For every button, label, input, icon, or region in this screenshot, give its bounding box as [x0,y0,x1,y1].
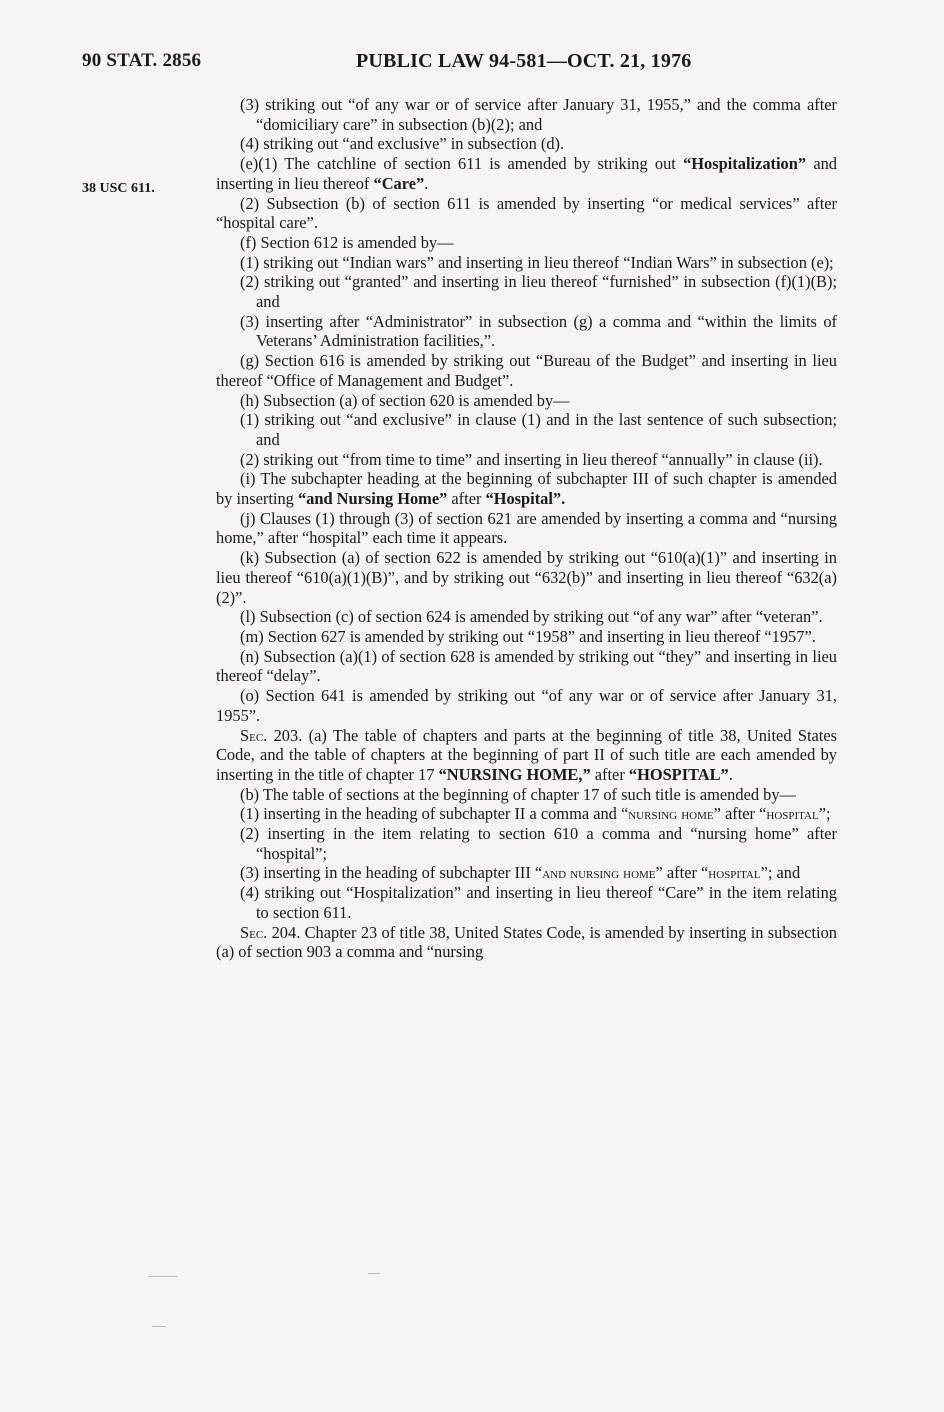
paragraph-p12: (2) striking out “from time to time” and inserting in lieu thereof “annually” in clause (ii). [240,449,823,469]
statute-page-number: 90 STAT. 2856 [82,50,202,71]
paragraph-p10: (h) Subsection (a) of section 620 is amended by— [240,390,570,410]
scan-mark [148,1276,178,1277]
paragraph-p7: (2) striking out “granted” and inserting in lieu thereof “furnished” in subsection (f)(1)(B); and [240,272,837,312]
paragraph-p3: (e)(1) The catchline of section 611 is amended by striking out “Hospitalization” and inserting in lieu thereof “Care”. [216,154,837,193]
page-header [0,50,944,80]
paragraph-p14: (j) Clauses (1) through (3) of section 621 are amended by inserting a comma and “nursing home,” after “hospital” each time it appears. [216,508,837,548]
paragraph-p21: (b) The table of sections at the beginning of chapter 17 of such title is amended by— [240,784,796,804]
paragraph-p11: (1) striking out “and exclusive” in clause (1) and in the last sentence of such subsection; and [240,410,837,449]
paragraph-p6: (1) striking out “Indian wars” and inserting in lieu thereof “Indian Wars” in subsection (e); [240,252,834,272]
paragraph-p22: (1) inserting in the heading of subchapter II a comma and “nursing home” after “hospital”; [240,804,831,824]
paragraph-p24: (3) inserting in the heading of subchapter III “and nursing home” after “hospital”; and [240,863,801,883]
paragraph-p23: (2) inserting in the item relating to section 610 a comma and “nursing home” after “hospital”; [240,824,837,863]
paragraph-p5: (f) Section 612 is amended by— [240,232,454,252]
margin-citation: 38 USC 611. [82,181,155,196]
paragraph-p25: (4) striking out “Hospitalization” and inserting in lieu thereof “Care” in the item relating to section 611. [240,883,837,922]
paragraph-p4: (2) Subsection (b) of section 611 is amended by inserting “or medical services” after “hospital care”. [216,193,837,233]
paragraph-p1: (3) striking out “of any war or of service after January 31, 1955,” and the comma after “domiciliary care” in subsection (b)(2); and [240,95,837,134]
paragraph-p18: (n) Subsection (a)(1) of section 628 is amended by striking out “they” and inserting in lieu thereof “delay”. [216,646,837,686]
scan-mark [152,1326,166,1327]
paragraph-p20: Sec. 203. (a) The table of chapters and parts at the beginning of title 38, United States Code, and the table of chapters at the beginning of part II of such title are each amended by inserting in the title of chapter 17 “NURSING HOME,” after “HOSPITAL”. [216,725,837,784]
paragraph-p9: (g) Section 616 is amended by striking out “Bureau of the Budget” and inserting in lieu thereof “Office of Management and Budget”. [216,351,837,390]
paragraph-p19: (o) Section 641 is amended by striking out “of any war or of service after January 31, 1955”. [216,686,837,725]
paragraph-p15: (k) Subsection (a) of section 622 is amended by striking out “610(a)(1)” and inserting in lieu thereof “610(a)(1)(B)”, and by striking out “632(b)” and inserting in lieu thereof “632(a)(2)”. [216,548,837,607]
scan-mark [368,1273,380,1274]
paragraph-p8: (3) inserting after “Administrator” in subsection (g) a comma and “within the limits of Veterans’ Administration facilities,”. [240,311,837,351]
paragraph-p17: (m) Section 627 is amended by striking out “1958” and inserting in lieu thereof “1957”. [240,626,816,646]
paragraph-p13: (i) The subchapter heading at the beginning of subchapter III of such chapter is amended by inserting “and Nursing Home” after “Hospital”. [216,469,837,509]
running-title: PUBLIC LAW 94-581—OCT. 21, 1976 [356,50,692,72]
document-body [216,95,837,962]
paragraph-p2: (4) striking out “and exclusive” in subsection (d). [240,134,565,154]
paragraph-p16: (l) Subsection (c) of section 624 is amended by striking out “of any war” after “veteran”. [240,607,823,627]
paragraph-p26: Sec. 204. Chapter 23 of title 38, United States Code, is amended by inserting in subsection (a) of section 903 a comma and “nursing [216,922,837,962]
